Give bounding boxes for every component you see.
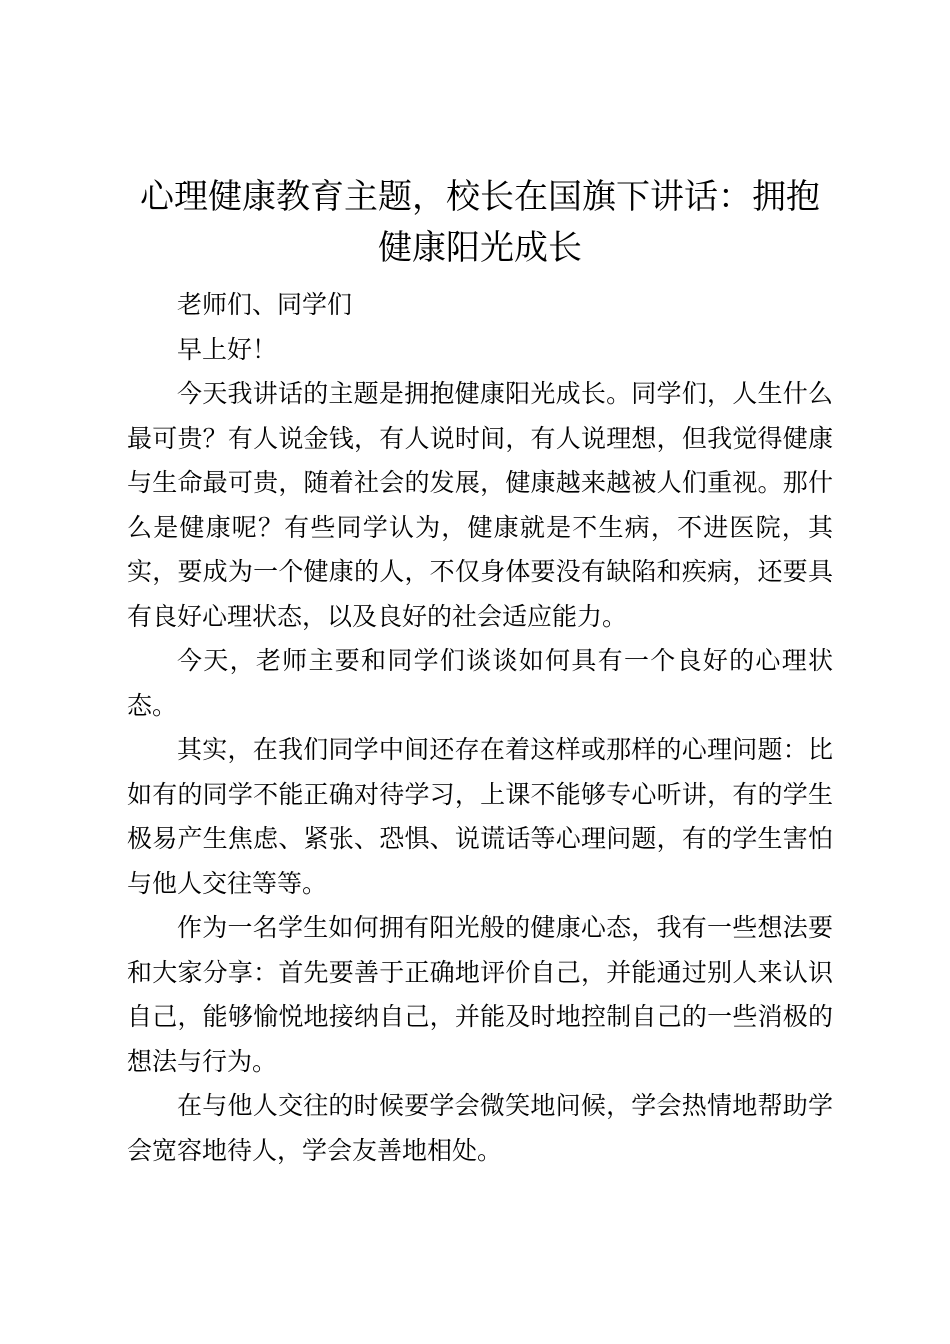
document-body	[127, 172, 833, 1173]
paragraph-topic: 今天我讲话的主题是拥抱健康阳光成长。同学们，人生什么最可贵？有人说金钱，有人说时间，有人说理想，但我觉得健康与生命最可贵，随着社会的发展，健康越来越被人们重视。那什么是健康呢？有些同学认为，健康就是不生病，不进医院，其实，要成为一个健康的人，不仅身体要没有缺陷和疾病，还要具有良好心理状态，以及良好的社会适应能力。	[127, 379, 833, 631]
paragraph-salutation: 老师们、同学们	[177, 290, 353, 319]
paragraph-interaction: 在与他人交往的时候要学会微笑地问候，学会热情地帮助学会宽容地待人，学会友善地相处。	[127, 1091, 833, 1165]
paragraph-intro: 今天，老师主要和同学们谈谈如何具有一个良好的心理状态。	[127, 646, 833, 720]
document-title: 心理健康教育主题，校长在国旗下讲话：拥抱健康阳光成长	[140, 177, 820, 268]
paragraph-sharing: 作为一名学生如何拥有阳光般的健康心态，我有一些想法要和大家分享：首先要善于正确地评价自己，并能通过别人来认识自己，能够愉悦地接纳自己，并能及时地控制自己的一些消极的想法与行为。	[127, 913, 833, 1076]
paragraph-greeting: 早上好！	[177, 334, 278, 364]
paragraph-problems: 其实，在我们同学中间还存在着这样或那样的心理问题：比如有的同学不能正确对待学习，上课不能够专心听讲，有的学生极易产生焦虑、紧张、恐惧、说谎话等心理问题，有的学生害怕与他人交往等等。	[127, 735, 833, 898]
